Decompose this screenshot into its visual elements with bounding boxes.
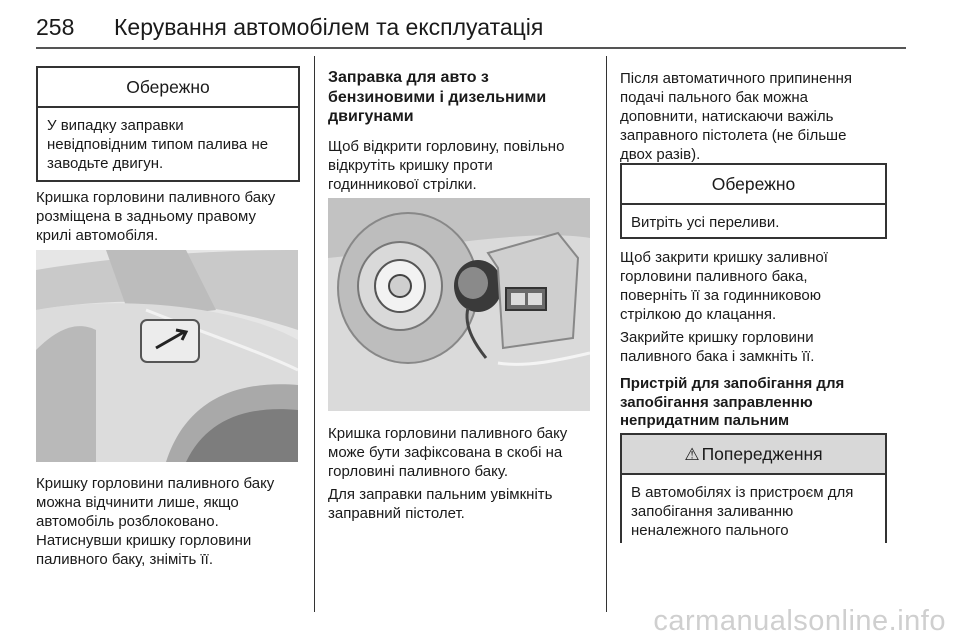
page-number: 258 (36, 14, 75, 40)
section-heading-refueling (328, 68, 590, 127)
section-heading-misfuel-device (620, 375, 890, 431)
paragraph-cap-holder (328, 424, 590, 481)
text-line: У випадку заправки (47, 117, 184, 134)
warning-triangle-icon: ⚠ (684, 445, 700, 464)
text-line: подачі пального бак можна (620, 89, 808, 106)
caution-box-2 (620, 163, 887, 239)
text-line: Кришка горловини паливного баку (328, 425, 568, 442)
column-divider-2 (606, 56, 607, 612)
heading-line: запобігання заправленню (620, 393, 813, 411)
text-line: Щоб відкрити горловину, повільно (328, 138, 565, 155)
text-line: паливного бака і замкніть її. (620, 348, 815, 365)
warning-box (620, 433, 887, 543)
text-line: заправний пістолет. (328, 505, 465, 522)
text-line: стрілкою до клацання. (620, 306, 777, 323)
text-line: В автомобілях із пристроєм для (631, 484, 854, 501)
warning-text (622, 475, 885, 546)
caution-text (622, 205, 885, 238)
text-line: горловині паливного баку. (328, 463, 509, 480)
heading-line: бензиновими і дизельними (328, 88, 547, 106)
text-line: неналежного пального (631, 522, 789, 539)
header-divider (36, 47, 906, 49)
text-line: може бути зафіксована в скобі на (328, 444, 563, 461)
fuel-door-icon (141, 320, 199, 362)
text-line: паливного баку, зніміть її. (36, 551, 213, 568)
text-line: Натиснувши кришку горловини (36, 532, 252, 549)
text-line: горловини паливного бака, (620, 268, 808, 285)
column-divider-1 (314, 56, 315, 612)
paragraph-unscrew-cap (328, 137, 590, 194)
warning-title-bar (622, 435, 885, 475)
car-rear-illustration (36, 250, 298, 462)
watermark: carmanualsonline.info (653, 605, 946, 637)
text-line: Кришку горловини паливного баку (36, 475, 275, 492)
paragraph-open-cap (36, 474, 298, 569)
text-line: доповнити, натискаючи важіль (620, 108, 834, 125)
paragraph-lock-cap (620, 328, 890, 366)
page-header (36, 14, 906, 46)
text-line: заправного пістолета (не більше (620, 127, 847, 144)
paragraph-close-cap (620, 248, 890, 324)
text-line: Щоб закрити кришку заливної (620, 249, 828, 266)
text-line: заводьте двигун. (47, 155, 164, 172)
caution-title: Обережно (622, 165, 885, 205)
text-line: Закрийте кришку горловини (620, 329, 814, 346)
text-line: розміщена в задньому правому (36, 208, 256, 225)
caution-title: Обережно (38, 68, 298, 108)
text-line: годинникової стрілки. (328, 176, 477, 193)
paragraph-auto-stop (620, 69, 890, 164)
text-line: двох разів). (620, 146, 701, 163)
text-line: запобігання заливанню (631, 503, 794, 520)
text-line: автомобіль розблоковано. (36, 513, 219, 530)
warning-title: Попередження (701, 444, 823, 464)
paragraph-nozzle (328, 485, 590, 523)
text-line: Після автоматичного припинення (620, 70, 853, 87)
heading-line: двигунами (328, 108, 414, 125)
text-line: відкрутіть кришку проти (328, 157, 493, 174)
text-line: Витріть усі переливи. (631, 214, 780, 231)
text-line: можна відчинити лише, якщо (36, 494, 239, 511)
text-line: Для заправки пальним увімкніть (328, 486, 553, 503)
text-line: поверніть її за годинниковою (620, 287, 822, 304)
chapter-title: Керування автомобілем та експлуатація (114, 14, 544, 40)
heading-line: Заправка для авто з (328, 69, 489, 86)
caution-box (36, 66, 300, 182)
heading-line: Пристрій для запобігання для (620, 375, 845, 392)
text-line: крилі автомобіля. (36, 227, 159, 244)
paragraph-fuel-cap-location (36, 188, 298, 245)
heading-line: непридатним пальним (620, 412, 790, 429)
text-line: невідповідним типом палива не (47, 136, 269, 153)
fuel-filler-illustration (328, 198, 590, 411)
caution-text (38, 108, 298, 179)
text-line: Кришка горловини паливного баку (36, 189, 276, 206)
